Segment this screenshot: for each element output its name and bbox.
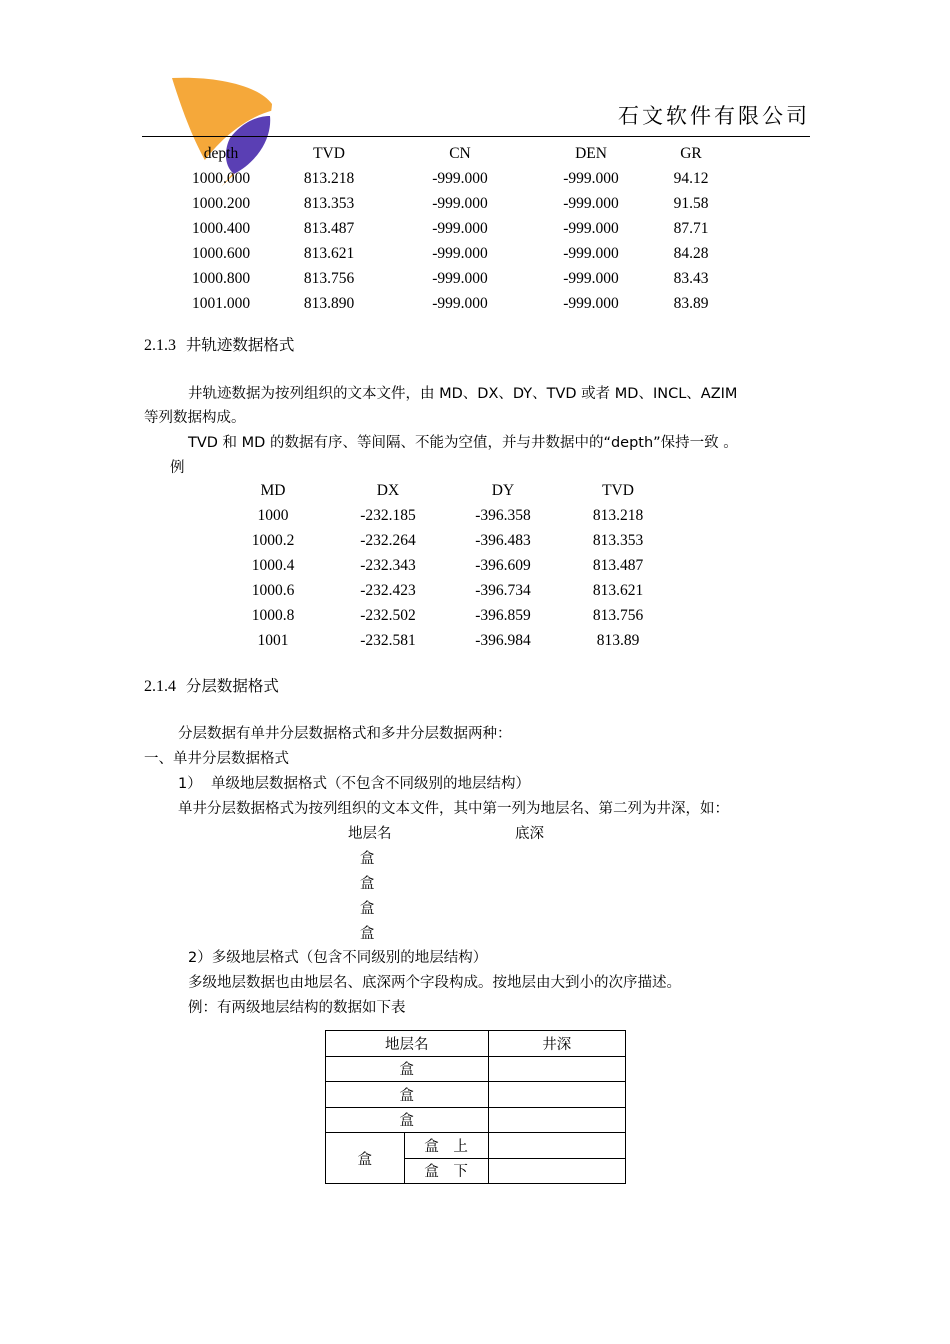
column-header: DX — [376, 481, 400, 499]
column-header: TVD — [313, 144, 345, 162]
table-cell: -232.185 — [360, 506, 416, 524]
table-row — [326, 1031, 626, 1057]
column-header: 地层名 — [326, 1031, 489, 1057]
table-cell: 813.487 — [592, 556, 644, 574]
table-cell: 94.12 — [673, 169, 709, 187]
table-cell: -999.000 — [563, 194, 619, 212]
table-cell: 盒 下 — [404, 1158, 488, 1184]
table-cell: -396.859 — [475, 606, 531, 624]
table-cell: 813.487 — [303, 219, 355, 237]
table-cell: -232.343 — [360, 556, 416, 574]
example-label: 例 — [170, 460, 185, 476]
column-header: DEN — [575, 144, 607, 162]
table-cell: 1000.6 — [251, 581, 295, 599]
table-cell: 813.353 — [592, 531, 644, 549]
well-data-table — [180, 141, 724, 316]
table-cell: 813.89 — [596, 631, 640, 649]
table-cell: 盒 — [326, 1082, 489, 1108]
table-cell: 1000.8 — [251, 606, 295, 624]
table-cell: 1000.4 — [251, 556, 295, 574]
list-item: 盒 — [360, 876, 375, 892]
column-header: DY — [491, 481, 515, 499]
table-cell: -396.609 — [475, 556, 531, 574]
table-cell: 1000.200 — [191, 194, 251, 212]
table-cell: -232.264 — [360, 531, 416, 549]
table-cell: 813.353 — [303, 194, 355, 212]
table-cell: -999.000 — [432, 269, 488, 287]
table-cell: -396.984 — [475, 631, 531, 649]
table-cell: -232.502 — [360, 606, 416, 624]
subsection-title: 一、单井分层数据格式 — [144, 751, 289, 767]
table-cell: 83.43 — [673, 269, 709, 287]
table-cell: 1000.000 — [191, 169, 251, 187]
table-cell: -396.483 — [475, 531, 531, 549]
table-cell: 1000.2 — [251, 531, 295, 549]
list-item: 2）多级地层格式（包含不同级别的地层结构） — [188, 950, 488, 966]
table-cell: -999.000 — [563, 169, 619, 187]
table-cell: -999.000 — [432, 219, 488, 237]
column-header: TVD — [602, 481, 634, 499]
strata-table — [325, 1030, 626, 1184]
table-cell: 813.621 — [592, 581, 644, 599]
table-row — [326, 1082, 626, 1108]
table-cell: -232.581 — [360, 631, 416, 649]
table-cell: 91.58 — [673, 194, 709, 212]
table-cell: 813.218 — [303, 169, 355, 187]
table-cell: -232.423 — [360, 581, 416, 599]
table-cell — [488, 1082, 626, 1108]
trajectory-table — [230, 478, 690, 653]
column-header: 地层名 — [348, 826, 392, 842]
paragraph: 单井分层数据格式为按列组织的文本文件，其中第一列为地层名、第二列为井深，如： — [178, 801, 729, 817]
column-header: 底深 — [515, 826, 544, 842]
table-cell: 1000 — [257, 506, 289, 524]
table-cell: 盒 — [326, 1056, 489, 1082]
table-row — [326, 1133, 626, 1159]
table-cell — [488, 1107, 626, 1133]
table-cell: 1000.800 — [191, 269, 251, 287]
list-item: 盒 — [360, 851, 375, 867]
list-item: 盒 — [360, 926, 375, 942]
table-cell: 813.890 — [303, 294, 355, 312]
table-cell: 盒 — [326, 1133, 405, 1184]
section-number: 2.1.4 — [144, 678, 176, 695]
paragraph: 等列数据构成。 — [144, 410, 246, 426]
column-header: GR — [680, 144, 702, 162]
section-heading-2-1-4 — [144, 674, 279, 696]
section-title: 井轨迹数据格式 — [185, 336, 295, 354]
table-cell — [488, 1158, 626, 1184]
paragraph: TVD 和 MD 的数据有序、等间隔、不能为空值，并与井数据中的“depth”保持一致 。 — [188, 435, 738, 451]
table-cell: -999.000 — [563, 269, 619, 287]
list-item: 盒 — [360, 901, 375, 917]
table-cell: -396.358 — [475, 506, 531, 524]
table-cell: -999.000 — [432, 194, 488, 212]
table-cell — [488, 1133, 626, 1159]
column-header: CN — [449, 144, 471, 162]
table-cell: 87.71 — [673, 219, 709, 237]
table-cell: -999.000 — [432, 244, 488, 262]
paragraph: 分层数据有单井分层数据格式和多井分层数据两种： — [178, 726, 512, 742]
list-item: 1） 单级地层数据格式（不包含不同级别的地层结构） — [178, 776, 530, 792]
table-cell: 1001.000 — [191, 294, 251, 312]
table-cell: 813.756 — [303, 269, 355, 287]
paragraph: 例：有两级地层结构的数据如下表 — [188, 1000, 406, 1016]
table-cell — [488, 1056, 626, 1082]
column-header: depth — [203, 144, 239, 162]
table-cell: -396.734 — [475, 581, 531, 599]
section-title: 分层数据格式 — [185, 677, 279, 695]
table-cell: 813.756 — [592, 606, 644, 624]
table-cell: 813.218 — [592, 506, 644, 524]
table-cell: -999.000 — [563, 244, 619, 262]
table-cell: -999.000 — [432, 169, 488, 187]
section-heading-2-1-3 — [144, 333, 294, 355]
table-cell: 1000.400 — [191, 219, 251, 237]
table-row — [326, 1056, 626, 1082]
table-cell: -999.000 — [563, 294, 619, 312]
table-cell: 盒 上 — [404, 1133, 488, 1159]
company-name: 石文软件有限公司 — [618, 104, 810, 128]
table-cell: -999.000 — [563, 219, 619, 237]
paragraph: 井轨迹数据为按列组织的文本文件，由 MD、DX、DY、TVD 或者 MD、INCL、AZIM — [188, 386, 738, 402]
table-cell: 83.89 — [673, 294, 709, 312]
header-divider — [142, 136, 810, 137]
table-cell: -999.000 — [432, 294, 488, 312]
section-number: 2.1.3 — [144, 337, 176, 354]
column-header: 井深 — [488, 1031, 626, 1057]
table-row — [326, 1107, 626, 1133]
table-cell: 84.28 — [673, 244, 709, 262]
paragraph: 多级地层数据也由地层名、底深两个字段构成。按地层由大到小的次序描述。 — [188, 975, 681, 991]
table-cell: 813.621 — [303, 244, 355, 262]
table-cell: 盒 — [326, 1107, 489, 1133]
table-cell: 1000.600 — [191, 244, 251, 262]
table-cell: 1001 — [257, 631, 289, 649]
column-header: MD — [260, 481, 286, 499]
